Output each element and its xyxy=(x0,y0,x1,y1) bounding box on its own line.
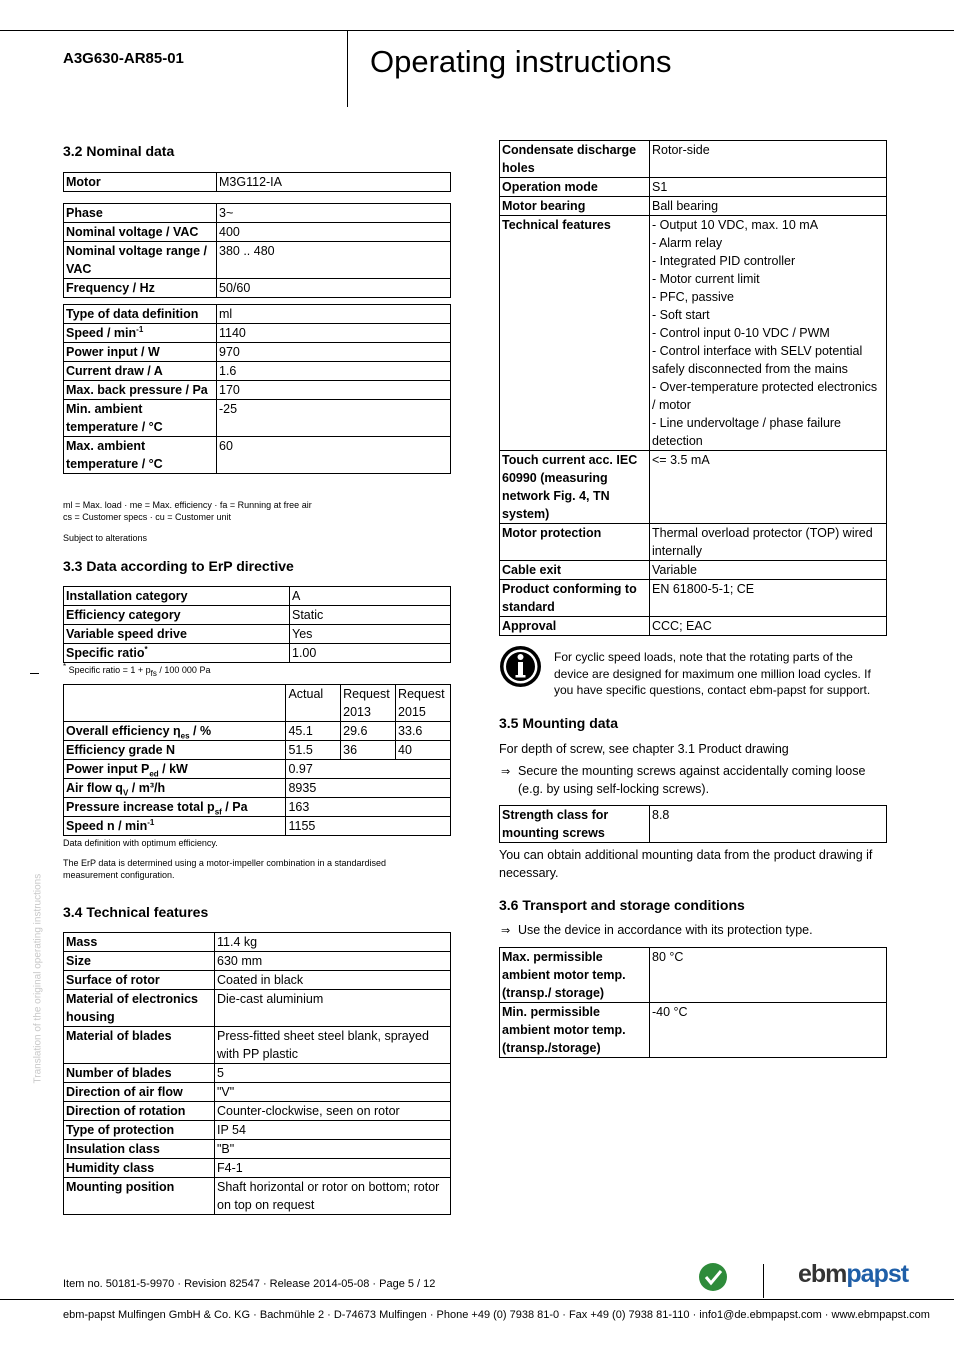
table-row xyxy=(64,204,451,223)
row-value: Shaft horizontal or rotor on bottom; rotor on top on request xyxy=(215,1178,451,1215)
row-label: Motor protection xyxy=(500,524,650,561)
efficiency-table xyxy=(63,684,451,836)
table-row xyxy=(64,625,451,644)
legend-line-2: cs = Customer specs · cu = Customer unit xyxy=(63,512,232,522)
nominal-data-table xyxy=(63,304,451,474)
row-label: Strength class for mounting screws xyxy=(500,806,650,843)
table-row xyxy=(64,242,451,279)
row-label: Approval xyxy=(500,617,650,636)
row-label: Specific ratio* xyxy=(64,644,290,663)
row-label: Direction of rotation xyxy=(64,1102,215,1121)
technical-features-table xyxy=(63,932,451,1215)
row-value: Static xyxy=(290,606,451,625)
table-row xyxy=(64,223,451,242)
top-rule xyxy=(0,30,954,31)
row-value: 50/60 xyxy=(217,279,451,298)
row-label: Power input $P_{ed}$ / kW xyxy=(64,760,286,779)
table-row xyxy=(500,948,887,1003)
table-row xyxy=(64,990,451,1027)
row-label: Technical features xyxy=(500,216,650,451)
row-value: <= 3.5 mA xyxy=(650,451,887,524)
row-value: 36 xyxy=(341,741,396,760)
table-row xyxy=(64,760,451,779)
table-row xyxy=(64,606,451,625)
row-value: Die-cast aluminium xyxy=(215,990,451,1027)
row-value: 29.6 xyxy=(341,722,396,741)
table-row xyxy=(64,1027,451,1064)
page-title: Operating instructions xyxy=(370,44,672,79)
row-label: Installation category xyxy=(64,587,290,606)
row-label: Power input / W xyxy=(64,343,217,362)
mounting-table xyxy=(499,805,887,843)
row-value: 163 xyxy=(286,798,451,817)
right-specs-table xyxy=(499,140,887,636)
table-row xyxy=(64,1140,451,1159)
row-label: Max. permissible ambient motor temp. (transp./ storage) xyxy=(500,948,650,1003)
row-value: 400 xyxy=(217,223,451,242)
phase-table xyxy=(63,203,451,298)
table-row xyxy=(500,806,887,843)
margin-mark xyxy=(30,673,39,674)
row-value: 11.4 kg xyxy=(215,933,451,952)
row-value: 8935 xyxy=(286,779,451,798)
row-label: Mass xyxy=(64,933,215,952)
row-label: Humidity class xyxy=(64,1159,215,1178)
table-row xyxy=(64,1121,451,1140)
row-label: Speed n / $\min^{-1}$ xyxy=(64,817,286,836)
table-row xyxy=(500,617,887,636)
column-header: Request 2015 xyxy=(396,685,451,722)
row-value: IP 54 xyxy=(215,1121,451,1140)
table-row xyxy=(64,324,451,343)
row-value: Variable xyxy=(650,561,887,580)
row-value: 970 xyxy=(217,343,451,362)
info-icon xyxy=(499,645,542,688)
row-value: 80 °C xyxy=(650,948,887,1003)
section-3-5-title: 3.5 Mounting data xyxy=(499,715,618,731)
erp-table xyxy=(63,586,451,663)
table-row xyxy=(64,779,451,798)
row-value: Press-fitted sheet steel blank, sprayed with PP plastic xyxy=(215,1027,451,1064)
side-note: Translation of the original operating instructions xyxy=(32,873,44,1084)
table-row xyxy=(64,279,451,298)
row-label: Material of electronics housing xyxy=(64,990,215,1027)
row-value: 170 xyxy=(217,381,451,400)
row-value: 33.6 xyxy=(396,722,451,741)
footer-company: ebm-papst Mulfingen GmbH & Co. KG · Bachmühle 2 · D-74673 Mulfingen · Phone +49 (0) 7938 81-0 · Fax +49 (0) 7938 81-110 · info1@de.ebmpapst.com · www.ebmpapst.com xyxy=(63,1309,930,1321)
table-row xyxy=(500,141,887,178)
section-3-6-title: 3.6 Transport and storage conditions xyxy=(499,897,745,913)
mounting-paragraph-2: You can obtain additional mounting data from the product drawing if necessary. xyxy=(499,848,873,880)
row-label: Air flow $q_V / m^3/h$ xyxy=(64,779,286,798)
ratio-note: * Specific ratio = $1 + p_{fs} / 100$ 000 Pa xyxy=(63,662,211,678)
footer-rule xyxy=(0,1299,954,1300)
table-row xyxy=(64,722,451,741)
row-label: Condensate discharge holes xyxy=(500,141,650,178)
table-row xyxy=(64,933,451,952)
erp-note-1: Data definition with optimum efficiency. xyxy=(63,838,218,848)
row-value: Ball bearing xyxy=(650,197,887,216)
table-header-row xyxy=(64,685,451,722)
table-row xyxy=(64,798,451,817)
row-value: - Output 10 VDC, max. 10 mA - Alarm relay - Integrated PID controller - Motor current limit - PFC, passive - Soft start - Control input 0-10 VDC / PWM - Control interface with SELV potential safely disconnected from the mains - Over-temperature protected electronics / motor - Line undervoltage / phase failure detection xyxy=(650,216,887,451)
row-value: 1.6 xyxy=(217,362,451,381)
row-value: 3~ xyxy=(217,204,451,223)
table-row xyxy=(64,587,451,606)
table-row xyxy=(500,580,887,617)
section-3-2-title: 3.2 Nominal data xyxy=(63,143,175,159)
row-label: Frequency / Hz xyxy=(64,279,217,298)
table-row xyxy=(64,305,451,324)
row-label: Mounting position xyxy=(64,1178,215,1215)
table-row xyxy=(64,400,451,437)
row-value: 1140 xyxy=(217,324,451,343)
row-value: CCC; EAC xyxy=(650,617,887,636)
row-label: Touch current acc. IEC 60990 (measuring network Fig. 4, TN system) xyxy=(500,451,650,524)
row-value: 0.97 xyxy=(286,760,451,779)
table-row xyxy=(64,1064,451,1083)
table-row xyxy=(64,644,451,663)
row-value: 1.00 xyxy=(290,644,451,663)
table-row xyxy=(64,1083,451,1102)
row-value: 60 xyxy=(217,437,451,474)
row-label: Current draw / A xyxy=(64,362,217,381)
row-value: 1155 xyxy=(286,817,451,836)
info-text: For cyclic speed loads, note that the rotating parts of the device are designed for maximum one million load cycles. If you have specific questions, contact ebm-papst for support. xyxy=(554,650,871,697)
column-header: Request 2013 xyxy=(341,685,396,722)
row-value: Thermal overload protector (TOP) wired internally xyxy=(650,524,887,561)
row-value: Counter-clockwise, seen on rotor xyxy=(215,1102,451,1121)
row-value: 380 .. 480 xyxy=(217,242,451,279)
row-label: Motor xyxy=(64,173,217,192)
header-divider xyxy=(347,30,348,107)
table-row xyxy=(500,178,887,197)
row-label: Min. ambient temperature / °C xyxy=(64,400,217,437)
row-label: Number of blades xyxy=(64,1064,215,1083)
motor-table xyxy=(63,172,451,192)
row-label: Type of data definition xyxy=(64,305,217,324)
row-label: Max. back pressure / Pa xyxy=(64,381,217,400)
row-value: -25 xyxy=(217,400,451,437)
row-label: Operation mode xyxy=(500,178,650,197)
table-row xyxy=(64,741,451,760)
table-row xyxy=(500,1003,887,1058)
brand-logo: ebmpapst xyxy=(798,1260,909,1288)
row-label: Pressure increase total $p_{sf}$ / Pa xyxy=(64,798,286,817)
row-label: Max. ambient temperature / °C xyxy=(64,437,217,474)
row-value: F4-1 xyxy=(215,1159,451,1178)
row-value: 40 xyxy=(396,741,451,760)
row-value: 8.8 xyxy=(650,806,887,843)
row-label: Motor bearing xyxy=(500,197,650,216)
row-label: Speed / $\min^{-1}$ xyxy=(64,324,217,343)
row-value: 45.1 xyxy=(286,722,341,741)
row-label: Cable exit xyxy=(500,561,650,580)
table-row xyxy=(64,381,451,400)
row-label: Nominal voltage range / VAC xyxy=(64,242,217,279)
table-row xyxy=(64,173,451,192)
table-row xyxy=(64,952,451,971)
table-row xyxy=(64,362,451,381)
column-header: Actual xyxy=(286,685,341,722)
table-row xyxy=(500,524,887,561)
erp-note-2: The ErP data is determined using a motor-impeller combination in a standardised measurement configuration. xyxy=(63,858,387,880)
row-value: 5 xyxy=(215,1064,451,1083)
row-label: Insulation class xyxy=(64,1140,215,1159)
row-value: A xyxy=(290,587,451,606)
row-label: Variable speed drive xyxy=(64,625,290,644)
row-label: Efficiency category xyxy=(64,606,290,625)
row-value: EN 61800-5-1; CE xyxy=(650,580,887,617)
model-number: A3G630-AR85-01 xyxy=(63,50,184,67)
row-value: S1 xyxy=(650,178,887,197)
section-3-3-title: 3.3 Data according to ErP directive xyxy=(63,558,294,574)
table-row xyxy=(64,1102,451,1121)
row-label: Phase xyxy=(64,204,217,223)
row-label: Surface of rotor xyxy=(64,971,215,990)
green-tech-badge-icon xyxy=(698,1262,728,1292)
row-label: Overall efficiency $\eta_{es}$ / % xyxy=(64,722,286,741)
arrow-bullet-icon: ⇒ xyxy=(501,766,511,778)
mounting-bullet: Secure the mounting screws against accidentally coming loose (e.g. by using self-locking screws). xyxy=(518,764,866,796)
row-value: Rotor-side xyxy=(650,141,887,178)
row-label: Size xyxy=(64,952,215,971)
row-value: M3G112-IA xyxy=(217,173,451,192)
row-label: Material of blades xyxy=(64,1027,215,1064)
table-row xyxy=(500,561,887,580)
row-label: Product conforming to standard xyxy=(500,580,650,617)
row-value: 630 mm xyxy=(215,952,451,971)
section-3-4-title: 3.4 Technical features xyxy=(63,904,209,920)
table-row xyxy=(64,343,451,362)
transport-bullet: Use the device in accordance with its protection type. xyxy=(518,923,813,937)
row-label: Nominal voltage / VAC xyxy=(64,223,217,242)
row-value: Yes xyxy=(290,625,451,644)
table-row xyxy=(64,1159,451,1178)
subject-note: Subject to alterations xyxy=(63,533,148,543)
table-row xyxy=(64,437,451,474)
row-value: -40 °C xyxy=(650,1003,887,1058)
table-row xyxy=(500,451,887,524)
table-row xyxy=(64,1178,451,1215)
row-label: Type of protection xyxy=(64,1121,215,1140)
row-label: Efficiency grade N xyxy=(64,741,286,760)
table-row xyxy=(500,216,887,451)
mounting-paragraph-1: For depth of screw, see chapter 3.1 Product drawing xyxy=(499,742,789,756)
table-row xyxy=(64,971,451,990)
arrow-bullet-icon: ⇒ xyxy=(501,925,511,937)
row-value: "B" xyxy=(215,1140,451,1159)
row-value: 51.5 xyxy=(286,741,341,760)
footer-divider xyxy=(763,1264,764,1298)
table-row xyxy=(64,817,451,836)
row-label: Min. permissible ambient motor temp. (transp./storage) xyxy=(500,1003,650,1058)
row-value: ml xyxy=(217,305,451,324)
footer-item-info: Item no. 50181-5-9970 · Revision 82547 · Release 2014-05-08 · Page 5 / 12 xyxy=(63,1278,436,1290)
row-label: Direction of air flow xyxy=(64,1083,215,1102)
legend-line-1: ml = Max. load · me = Max. efficiency · fa = Running at free air xyxy=(63,500,312,510)
transport-table xyxy=(499,947,887,1058)
row-value: Coated in black xyxy=(215,971,451,990)
table-row xyxy=(500,197,887,216)
row-value: "V" xyxy=(215,1083,451,1102)
